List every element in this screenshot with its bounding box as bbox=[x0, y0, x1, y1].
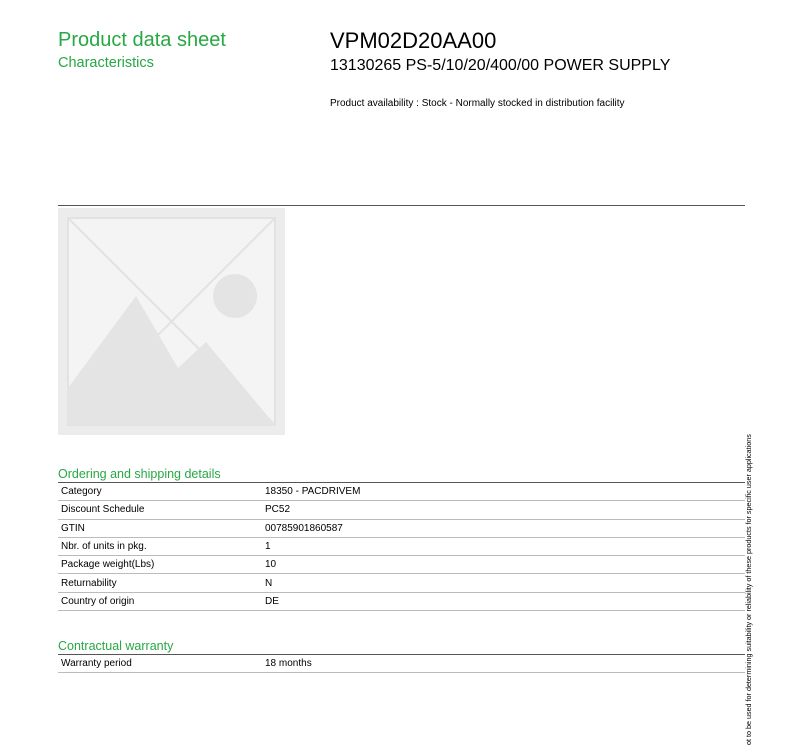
row-label: Discount Schedule bbox=[58, 501, 262, 519]
row-value: 00785901860587 bbox=[262, 519, 745, 537]
row-value: 1 bbox=[262, 537, 745, 555]
product-image bbox=[58, 208, 285, 435]
row-label: Nbr. of units in pkg. bbox=[58, 537, 262, 555]
row-value: 18350 - PACDRIVEM bbox=[262, 483, 745, 501]
ordering-section-title: Ordering and shipping details bbox=[58, 467, 221, 481]
side-disclaimer: ot to be used for determining suitability or reliability of these products for specific user applications bbox=[744, 434, 753, 745]
row-value: N bbox=[262, 574, 745, 592]
table-row bbox=[58, 655, 745, 673]
row-value: PC52 bbox=[262, 501, 745, 519]
row-label: Warranty period bbox=[58, 655, 262, 673]
table-row bbox=[58, 574, 745, 592]
row-label: Category bbox=[58, 483, 262, 501]
table-row bbox=[58, 537, 745, 555]
product-availability: Product availability : Stock - Normally stocked in distribution facility bbox=[330, 98, 625, 109]
row-label: Country of origin bbox=[58, 592, 262, 610]
table-row bbox=[58, 501, 745, 519]
row-label: GTIN bbox=[58, 519, 262, 537]
table-row bbox=[58, 556, 745, 574]
warranty-section-title: Contractual warranty bbox=[58, 639, 174, 653]
sheet-title: Product data sheet bbox=[58, 29, 226, 51]
ordering-table bbox=[58, 482, 745, 611]
table-row bbox=[58, 519, 745, 537]
header-divider bbox=[58, 205, 745, 206]
image-placeholder-icon bbox=[58, 208, 285, 435]
table-row bbox=[58, 483, 745, 501]
warranty-table bbox=[58, 654, 745, 673]
row-label: Returnability bbox=[58, 574, 262, 592]
row-value: 18 months bbox=[262, 655, 745, 673]
product-reference: VPM02D20AA00 bbox=[330, 28, 497, 53]
product-description: 13130265 PS-5/10/20/400/00 POWER SUPPLY bbox=[330, 57, 671, 74]
row-value: 10 bbox=[262, 556, 745, 574]
row-value: DE bbox=[262, 592, 745, 610]
row-label: Package weight(Lbs) bbox=[58, 556, 262, 574]
sheet-subtitle: Characteristics bbox=[58, 55, 154, 71]
header-left bbox=[58, 28, 226, 73]
header-right bbox=[330, 28, 670, 76]
table-row bbox=[58, 592, 745, 610]
